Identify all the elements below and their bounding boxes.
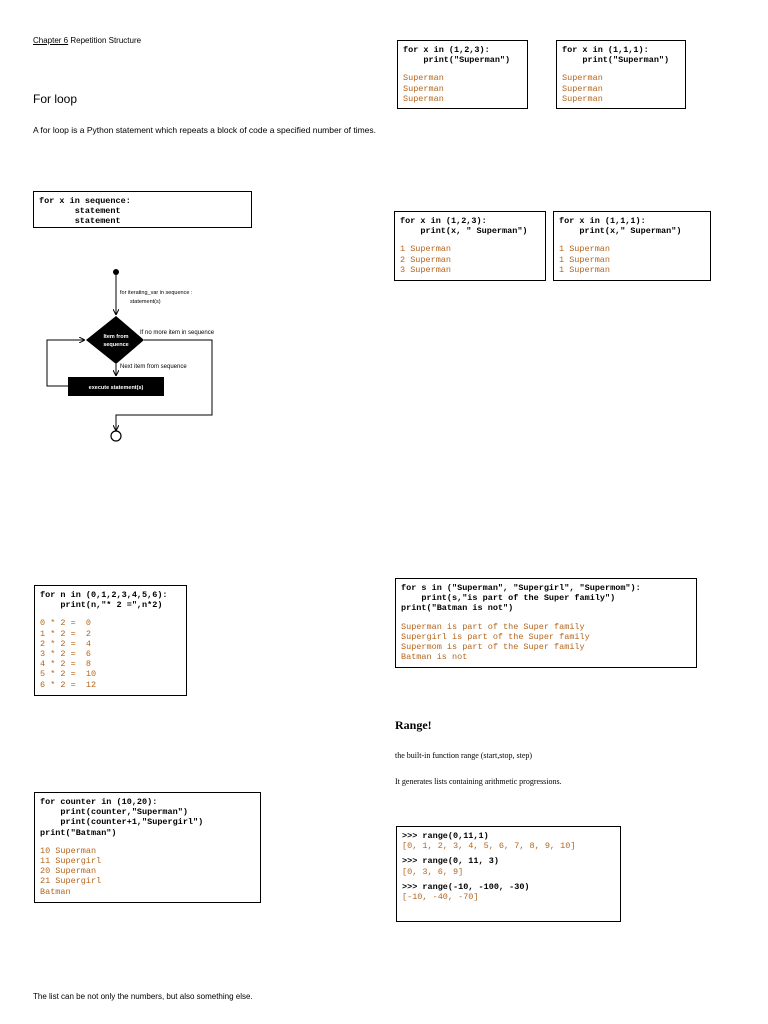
example-6-output: Superman is part of the Super family Supergirl is part of the Super family Supermom is part of the Super family Batman is not [401, 621, 590, 663]
range-3-output: [-10, -40, -70] [402, 892, 479, 903]
range-1-code: >>> range(0,11,1) [402, 831, 489, 841]
range-1-output: [0, 1, 2, 3, 4, 5, 6, 7, 8, 9, 10] [402, 841, 576, 852]
for-loop-heading: For loop [33, 92, 78, 106]
range-2-code: >>> range(0, 11, 3) [402, 856, 499, 867]
flow-label-top-1: for iterating_var in sequence : [120, 290, 193, 296]
example-3-code: for x in (1,2,3): print(x, " Superman") [400, 216, 528, 237]
example-box-3 [394, 211, 546, 281]
example-7-output: 10 Superman 11 Supergirl 20 Superman 21 Supergirl Batman [40, 845, 102, 897]
example-box-7 [34, 792, 261, 903]
syntax-box [33, 191, 252, 228]
decision-diamond [86, 316, 144, 364]
example-5-output: 0 * 2 = 0 1 * 2 = 2 2 * 2 = 4 3 * 2 = 6 4 * 2 = 8 5 * 2 = 10 6 * 2 = 12 [40, 618, 97, 690]
example-1-output: Superman Superman Superman [403, 73, 444, 104]
example-box-4 [553, 211, 711, 281]
for-loop-description: A for loop is a Python statement which repeats a block of code a specified number of times. [33, 125, 377, 135]
example-box-5 [34, 585, 187, 696]
range-2-output: [0, 3, 6, 9] [402, 866, 464, 877]
example-6-code: for s in ("Superman", "Supergirl", "Supermom"): print(s,"is part of the Super family") print("Batman is not") [401, 583, 641, 614]
diamond-text-1: Item from [103, 334, 129, 340]
example-5-code: for n in (0,1,2,3,4,5,6): print(n,"* 2 =",n*2) [40, 590, 168, 611]
footer-text: The list can be not only the numbers, but also something else. [33, 992, 253, 1001]
chapter-title [33, 36, 141, 45]
start-node [113, 269, 119, 275]
next-item-label: Next item from sequence [120, 364, 187, 370]
example-2-code: for x in (1,1,1): print("Superman") [562, 45, 670, 66]
example-box-6 [395, 578, 697, 668]
example-3-output: 1 Superman 2 Superman 3 Superman [400, 244, 452, 275]
syntax-code: for x in sequence: statement statement [39, 196, 131, 227]
for-loop-flowchart [30, 262, 250, 457]
example-7-code: for counter in (10,20): print(counter,"Superman") print(counter+1,"Supergirl") print("Batman") [40, 797, 204, 838]
range-description: the built-in function range (start,stop, step) [395, 751, 533, 760]
execute-text: execute statement(s) [88, 385, 144, 391]
end-node [111, 431, 121, 441]
example-box-2 [556, 40, 686, 109]
example-2-output: Superman Superman Superman [562, 73, 603, 104]
chapter-name: Repetition Structure [68, 36, 142, 45]
range-examples-box [396, 826, 621, 922]
range-heading: Range! [395, 718, 432, 732]
example-1-code: for x in (1,2,3): print("Superman") [403, 45, 511, 66]
diamond-text-2: sequence [103, 342, 129, 348]
flow-label-top-2: statement(s) [130, 299, 161, 305]
chapter-number: Chapter 6 [33, 36, 69, 45]
range-3-code: >>> range(-10, -100, -30) [402, 881, 530, 892]
example-4-code: for x in (1,1,1): print(x," Superman") [559, 216, 682, 237]
range-progression-note: It generates lists containing arithmetic progressions. [395, 777, 562, 786]
example-4-output: 1 Superman 1 Superman 1 Superman [559, 244, 611, 275]
example-box-1 [397, 40, 528, 109]
no-more-label: If no more item in sequence [140, 330, 215, 336]
